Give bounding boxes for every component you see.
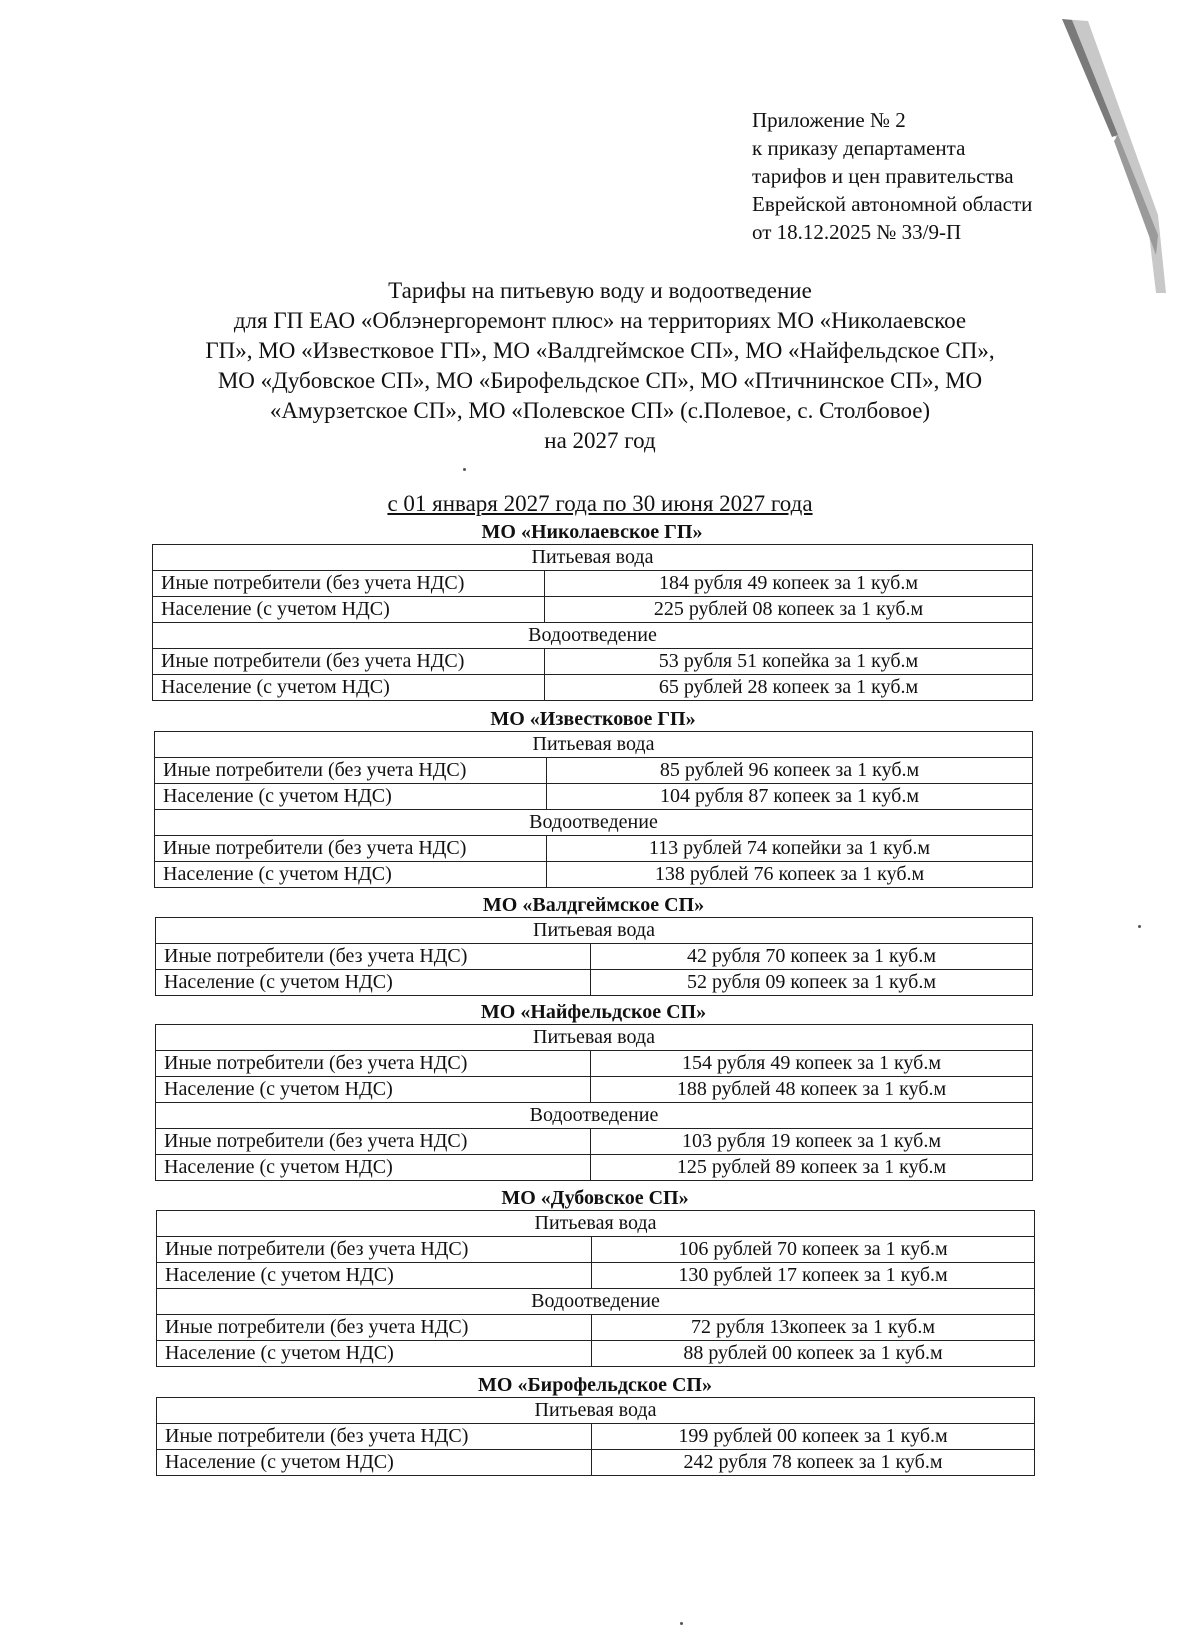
tariff-cell: 42 рубля 70 копеек за 1 куб.м (591, 944, 1033, 970)
consumer-cell: Иные потребители (без учета НДС) (155, 836, 547, 862)
consumer-cell: Население (с учетом НДС) (153, 597, 545, 623)
title-line: Тарифы на питьевую воду и водоотведение (388, 278, 812, 303)
section-row (157, 1289, 1035, 1315)
section-title: Питьевая вода (155, 732, 1033, 758)
appendix-line: от 18.12.2025 № 33/9-П (752, 220, 962, 244)
consumer-cell: Население (с учетом НДС) (157, 1263, 592, 1289)
consumer-cell: Население (с учетом НДС) (157, 1341, 592, 1367)
tariff-table (154, 731, 1033, 888)
tariff-cell: 184 рубля 49 копеек за 1 куб.м (545, 571, 1033, 597)
section-row (157, 1398, 1035, 1424)
section-row (155, 810, 1033, 836)
table-row (155, 862, 1033, 888)
table-row (157, 1450, 1035, 1476)
tariff-cell: 52 рубля 09 копеек за 1 куб.м (591, 970, 1033, 996)
tariff-cell: 113 рублей 74 копейки за 1 куб.м (547, 836, 1033, 862)
consumer-cell: Иные потребители (без учета НДС) (156, 1051, 591, 1077)
section-row (155, 732, 1033, 758)
document-title (150, 276, 1050, 456)
mo-heading: МО «Дубовское СП» (501, 1187, 689, 1209)
tariff-table (152, 544, 1033, 701)
consumer-cell: Население (с учетом НДС) (156, 970, 591, 996)
table-row (156, 1129, 1033, 1155)
consumer-cell: Иные потребители (без учета НДС) (156, 944, 591, 970)
section-title: Водоотведение (155, 810, 1033, 836)
table-row (157, 1315, 1035, 1341)
title-line: ГП», МО «Известковое ГП», МО «Валдгеймское СП», МО «Найфельдское СП», (205, 338, 995, 363)
tariff-table (155, 1024, 1033, 1181)
tariff-cell: 154 рубля 49 копеек за 1 куб.м (591, 1051, 1033, 1077)
section-title: Питьевая вода (153, 545, 1033, 571)
appendix-block (752, 106, 1112, 246)
tariff-cell: 242 рубля 78 копеек за 1 куб.м (592, 1450, 1035, 1476)
consumer-cell: Иные потребители (без учета НДС) (157, 1315, 592, 1341)
scan-speck (1138, 925, 1141, 928)
section-title: Питьевая вода (157, 1398, 1035, 1424)
tariff-cell: 85 рублей 96 копеек за 1 куб.м (547, 758, 1033, 784)
appendix-line: тарифов и цен правительства (752, 164, 1014, 188)
section-title: Водоотведение (157, 1289, 1035, 1315)
section-row (157, 1211, 1035, 1237)
period-heading: с 01 января 2027 года по 30 июня 2027 года (387, 491, 813, 516)
consumer-cell: Население (с учетом НДС) (156, 1077, 591, 1103)
mo-heading: МО «Найфельдское СП» (480, 1001, 707, 1023)
table-row (153, 597, 1033, 623)
consumer-cell: Иные потребители (без учета НДС) (153, 571, 545, 597)
section-row (156, 918, 1033, 944)
table-row (157, 1424, 1035, 1450)
tariff-table (156, 1397, 1035, 1476)
mo-heading: МО «Николаевское ГП» (481, 521, 703, 543)
tariff-table (156, 1210, 1035, 1367)
table-row (153, 675, 1033, 701)
tariff-cell: 199 рублей 00 копеек за 1 куб.м (592, 1424, 1035, 1450)
title-line: на 2027 год (544, 428, 656, 453)
mo-heading: МО «Бирофельдское СП» (478, 1374, 712, 1396)
section-title: Водоотведение (153, 623, 1033, 649)
tariff-cell: 125 рублей 89 копеек за 1 куб.м (591, 1155, 1033, 1181)
tariff-cell: 88 рублей 00 копеек за 1 куб.м (592, 1341, 1035, 1367)
scan-speck (680, 1622, 683, 1625)
table-row (157, 1237, 1035, 1263)
table-row (157, 1263, 1035, 1289)
table-row (155, 836, 1033, 862)
appendix-line: Еврейской автономной области (752, 192, 1033, 216)
mo-heading: МО «Известковое ГП» (490, 708, 696, 730)
table-row (155, 784, 1033, 810)
consumer-cell: Население (с учетом НДС) (157, 1450, 592, 1476)
section-row (156, 1025, 1033, 1051)
section-title: Питьевая вода (157, 1211, 1035, 1237)
tariff-cell: 53 рубля 51 копейка за 1 куб.м (545, 649, 1033, 675)
section-title: Питьевая вода (156, 1025, 1033, 1051)
section-title: Питьевая вода (156, 918, 1033, 944)
section-row (153, 545, 1033, 571)
tariff-cell: 106 рублей 70 копеек за 1 куб.м (592, 1237, 1035, 1263)
tariff-cell: 138 рублей 76 копеек за 1 куб.м (547, 862, 1033, 888)
title-line: для ГП ЕАО «Облэнергоремонт плюс» на территориях МО «Николаевское (233, 308, 967, 333)
appendix-line: Приложение № 2 (752, 108, 906, 132)
consumer-cell: Население (с учетом НДС) (155, 784, 547, 810)
table-row (153, 571, 1033, 597)
consumer-cell: Население (с учетом НДС) (153, 675, 545, 701)
section-row (156, 1103, 1033, 1129)
title-line: МО «Дубовское СП», МО «Бирофельдское СП», МО «Птичнинское СП», МО (217, 368, 983, 393)
consumer-cell: Иные потребители (без учета НДС) (153, 649, 545, 675)
tariff-table (155, 917, 1033, 996)
consumer-cell: Иные потребители (без учета НДС) (156, 1129, 591, 1155)
table-row (153, 649, 1033, 675)
title-line: «Амурзетское СП», МО «Полевское СП» (с.Полевое, с. Столбовое) (269, 398, 931, 423)
consumer-cell: Население (с учетом НДС) (156, 1155, 591, 1181)
section-title: Водоотведение (156, 1103, 1033, 1129)
tariff-cell: 72 рубля 13копеек за 1 куб.м (592, 1315, 1035, 1341)
table-row (156, 970, 1033, 996)
mo-heading: МО «Валдгеймское СП» (482, 894, 705, 916)
table-row (156, 1077, 1033, 1103)
appendix-line: к приказу департамента (752, 136, 966, 160)
table-row (157, 1341, 1035, 1367)
scan-speck (463, 468, 466, 471)
consumer-cell: Иные потребители (без учета НДС) (155, 758, 547, 784)
table-row (156, 1051, 1033, 1077)
tariff-cell: 130 рублей 17 копеек за 1 куб.м (592, 1263, 1035, 1289)
tariff-cell: 225 рублей 08 копеек за 1 куб.м (545, 597, 1033, 623)
consumer-cell: Иные потребители (без учета НДС) (157, 1237, 592, 1263)
table-row (155, 758, 1033, 784)
tariff-cell: 188 рублей 48 копеек за 1 куб.м (591, 1077, 1033, 1103)
tariff-cell: 65 рублей 28 копеек за 1 куб.м (545, 675, 1033, 701)
table-row (156, 944, 1033, 970)
table-row (156, 1155, 1033, 1181)
tariff-cell: 103 рубля 19 копеек за 1 куб.м (591, 1129, 1033, 1155)
consumer-cell: Иные потребители (без учета НДС) (157, 1424, 592, 1450)
tariff-cell: 104 рубля 87 копеек за 1 куб.м (547, 784, 1033, 810)
section-row (153, 623, 1033, 649)
consumer-cell: Население (с учетом НДС) (155, 862, 547, 888)
